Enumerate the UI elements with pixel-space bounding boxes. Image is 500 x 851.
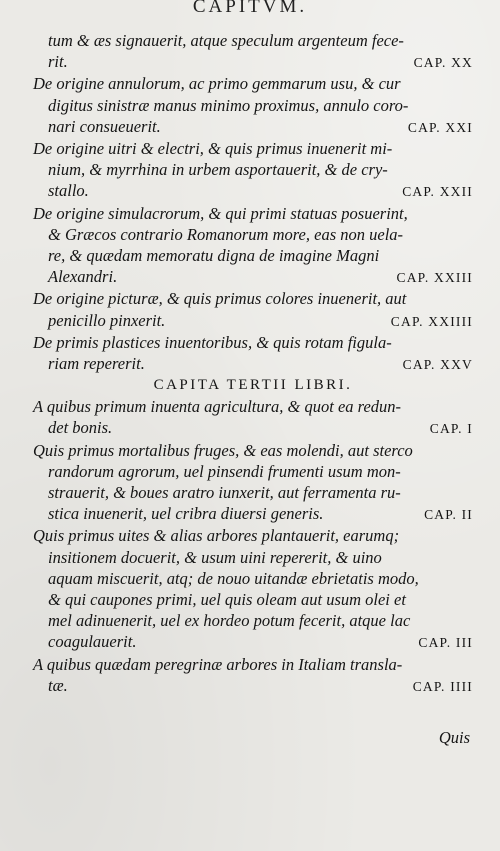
running-head: CAPITVM. <box>192 0 308 17</box>
toc-entry <box>33 30 473 73</box>
toc-line-text: penicillo pinxerit. <box>48 310 166 330</box>
toc-line <box>33 116 473 138</box>
toc-line <box>33 654 473 675</box>
toc-line-text: De origine picturæ, & quis primus colores inuenerit, aut <box>33 289 407 309</box>
chapter-list-book-2 <box>33 30 473 375</box>
toc-line-text: A quibus quædam peregrinæ arbores in Italiam transla- <box>33 654 403 674</box>
toc-entry <box>33 332 473 375</box>
toc-line <box>33 525 473 546</box>
toc-line-text: stallo. <box>48 181 89 201</box>
toc-entry <box>33 73 473 138</box>
toc-line <box>33 482 473 503</box>
toc-line <box>33 503 473 525</box>
toc-line-text: det bonis. <box>48 418 113 438</box>
toc-entry <box>33 396 473 439</box>
toc-line-text: nium, & myrrhina in urbem asportauerit, & de cry- <box>48 160 388 180</box>
catchword: Quis <box>438 728 470 747</box>
toc-line <box>33 461 473 482</box>
toc-line <box>33 266 473 288</box>
toc-line <box>33 288 473 309</box>
toc-line <box>33 138 473 159</box>
toc-line-text: A quibus primum inuenta agricultura, & quot ea redun- <box>33 397 402 417</box>
toc-line-text: De origine simulacrorum, & qui primi statuas posuerint, <box>33 203 408 223</box>
toc-line-text: rit. <box>48 52 68 72</box>
toc-entry <box>33 525 473 653</box>
toc-line-text: nari consueuerit. <box>48 116 161 136</box>
chapter-number: CAP. III <box>418 635 473 651</box>
toc-entry <box>33 138 473 203</box>
toc-line <box>33 547 473 568</box>
toc-entry <box>33 288 473 331</box>
toc-line <box>33 310 473 332</box>
chapter-number: CAP. XXIII <box>396 270 473 286</box>
table-of-contents <box>33 30 473 697</box>
toc-line <box>33 73 473 94</box>
chapter-number: CAP. XXV <box>402 357 473 373</box>
toc-entry <box>33 440 473 526</box>
toc-line <box>33 396 473 417</box>
toc-line <box>33 675 473 697</box>
toc-line-text: digitus sinistræ manus minimo proximus, annulo coro- <box>48 95 409 115</box>
toc-line <box>33 417 473 439</box>
toc-line-text: aquam miscuerit, atq; de nouo uitandæ ebrietatis modo, <box>48 568 419 588</box>
toc-line-text: mel adinuenerit, uel ex hordeo potum fecerit, atque lac <box>48 611 411 631</box>
toc-line <box>33 589 473 610</box>
toc-line <box>33 95 473 116</box>
chapter-number: CAP. XXII <box>402 184 473 200</box>
toc-line-text: De origine annulorum, ac primo gemmarum usu, & cur <box>33 74 401 94</box>
toc-line <box>33 332 473 353</box>
toc-line-text: riam repererit. <box>48 354 145 374</box>
toc-entry <box>33 654 473 697</box>
toc-line <box>33 353 473 375</box>
chapter-number: CAP. II <box>424 507 473 523</box>
toc-line-text: tæ. <box>48 675 68 695</box>
chapter-number: CAP. XXI <box>407 119 473 135</box>
toc-line <box>33 568 473 589</box>
toc-line <box>33 224 473 245</box>
toc-line <box>33 203 473 224</box>
toc-line-text: De primis plastices inuentoribus, & quis rotam figula- <box>33 332 392 352</box>
toc-line-text: Quis primus uites & alias arbores plantauerit, earumq; <box>33 526 400 546</box>
toc-line <box>33 631 473 653</box>
toc-line <box>33 180 473 202</box>
chapter-list-book-3 <box>33 396 473 697</box>
toc-line <box>33 245 473 266</box>
chapter-number: CAP. I <box>429 421 473 437</box>
toc-line-text: coagulauerit. <box>48 632 137 652</box>
toc-line-text: Quis primus mortalibus fruges, & eas molendi, aut sterco <box>33 440 413 460</box>
chapter-number: CAP. IIII <box>412 678 473 694</box>
toc-line-text: randorum agrorum, uel pinsendi frumenti usum mon- <box>48 461 401 481</box>
toc-line-text: tum & æs signauerit, atque speculum argenteum fece- <box>48 31 404 50</box>
toc-line-text: stica inuenerit, uel cribra diuersi generis. <box>48 504 324 524</box>
toc-line <box>33 610 473 631</box>
toc-line-text: strauerit, & boues aratro iunxerit, aut ferramenta ru- <box>48 483 401 503</box>
toc-line-text: insitionem docuerit, & usum uini repererit, & uino <box>48 547 382 567</box>
chapter-number: CAP. XXIIII <box>390 313 473 329</box>
toc-line-text: & qui caupones primi, uel quis oleam aut usum olei et <box>48 590 406 610</box>
toc-line <box>33 51 473 73</box>
toc-line <box>33 440 473 461</box>
toc-line-text: De origine uitri & electri, & quis primus inuenerit mi- <box>33 139 393 159</box>
chapter-number: CAP. XX <box>413 55 473 71</box>
section-heading: CAPITA TERTII LIBRI. <box>153 377 353 394</box>
toc-entry <box>33 203 473 289</box>
toc-line-text: Alexandri. <box>48 267 118 287</box>
toc-line-text: & Græcos contrario Romanorum more, eas non uela- <box>48 224 404 244</box>
toc-line <box>33 159 473 180</box>
toc-line-text: re, & quædam memoratu digna de imagine Magni <box>48 246 380 266</box>
toc-line <box>33 30 473 51</box>
